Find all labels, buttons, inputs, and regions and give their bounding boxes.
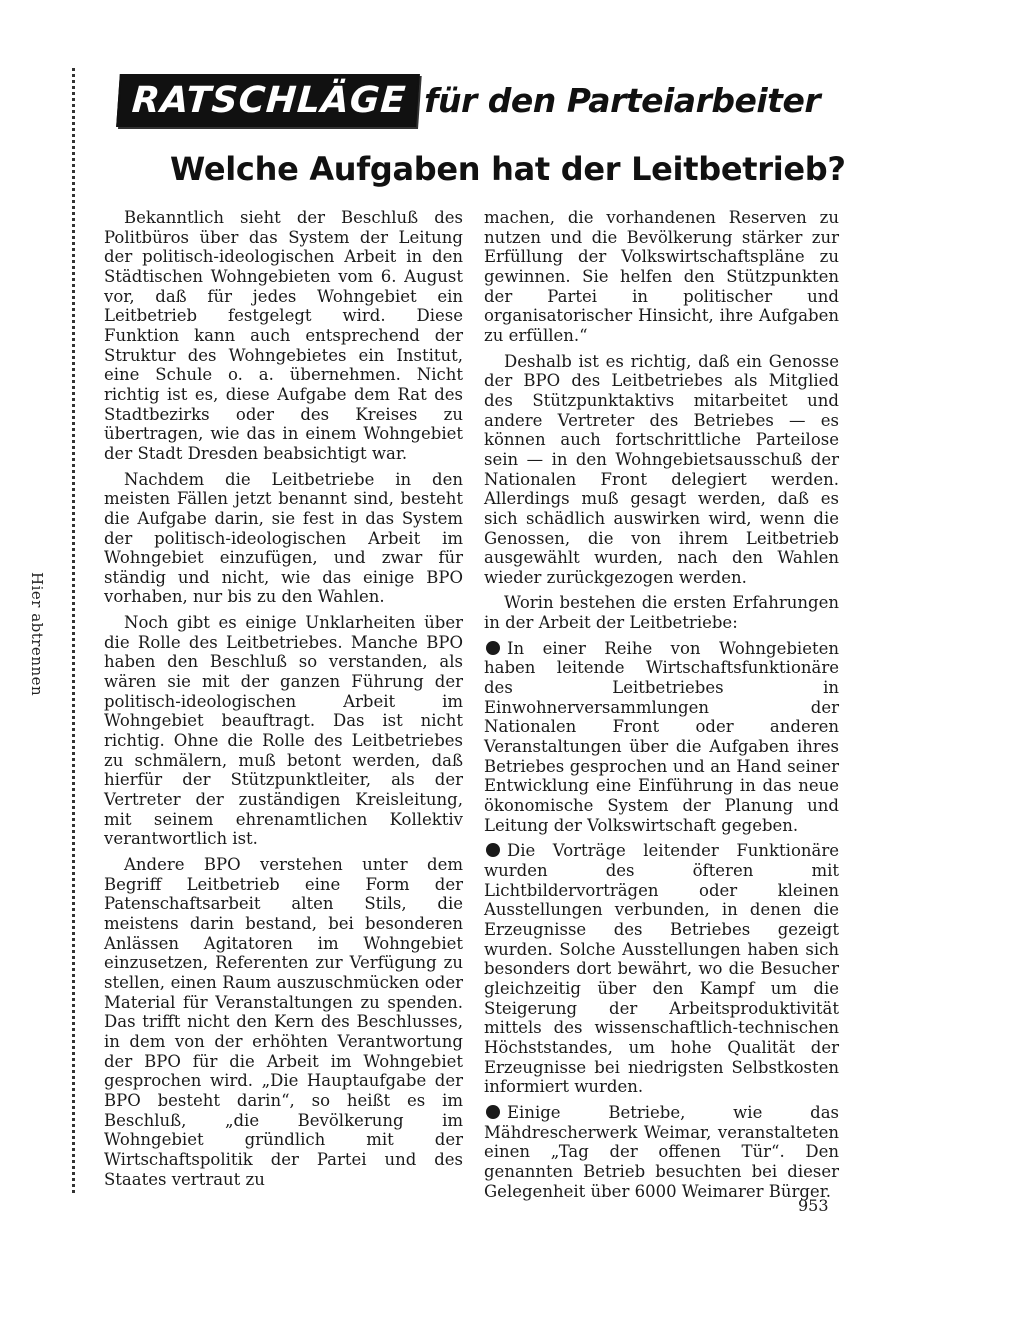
bullet-dot-icon [486, 641, 500, 655]
masthead-subtitle: für den Parteiarbeiter [424, 80, 821, 120]
page-number: 953 [798, 1196, 829, 1215]
column-masthead [118, 74, 820, 126]
bullet-item [484, 1103, 839, 1201]
paragraph: Deshalb ist es richtig, daß ein Genosse der BPO des Leitbetriebes als Mitglied des Stützpunktaktivs mitarbeitet und andere Vertreter des Betriebes — es können auch fortschrittliche Parteilose sein — in den Wohngebietsausschuß der Nationalen Front delegiert werden. Allerdings muß gesagt werden, daß es sich schädlich auswirken wird, wenn die Genossen, die von ihrem Leitbetrieb ausgewählt wurden, nach den Wahlen wieder zurückgezogen werden. [484, 351, 839, 587]
bullet-text: Die Vorträge leitender Funktionäre wurden des öfteren mit Lichtbildervorträgen oder kleinen Ausstellungen verbunden, in denen die Erzeugnisse des Betriebes gezeigt wurden. Solche Ausstellungen haben sich besonders dort bewährt, wo die Besucher gleichzeitig über den Kampf um die Steigerung der Arbeitsproduktivität mittels des wissenschaftlich-technischen Höchststandes, um hohe Qualität der Erzeugnisse bei niedrigsten Selbstkosten informiert wurden. [484, 841, 839, 1097]
paragraph: Noch gibt es einige Unklarheiten über die Rolle des Leitbetriebes. Manche BPO haben den Beschluß so verstanden, als wären sie mit der ganzen Führung der politisch-ideologischen Arbeit im Wohngebiet beauftragt. Das ist nicht richtig. Ohne die Rolle des Leitbetriebes zu schmälern, muß betont werden, daß hierfür der Stützpunktleiter, als der Vertreter der zuständigen Kreisleitung, mit seinem ehrenamtlichen Kollektiv verantwortlich ist. [104, 613, 463, 849]
cut-here-label: Hier abtrennen [28, 572, 46, 697]
cut-here-dotted-line [72, 68, 75, 1193]
paragraph: Bekanntlich sieht der Beschluß des Politbüros über das System der Leitung der politisch-ideologischen Arbeit in den Städtischen Wohngebieten vom 6. August vor, daß für jedes Wohngebiet ein Leitbetrieb festgelegt wird. Diese Funktion kann auch entsprechend der Struktur des Wohngebietes ein Institut, eine Schule o. a. übernehmen. Nicht richtig ist es, diese Aufgabe dem Rat des Stadtbezirks oder des Kreises zu übertragen, wie das in einem Wohngebiet der Stadt Dresden beabsichtigt war. [104, 208, 463, 463]
article-column-left [104, 208, 463, 1195]
article-headline: Welche Aufgaben hat der Leitbetrieb? [170, 150, 846, 188]
bullet-item [484, 639, 839, 836]
bullet-item [484, 841, 839, 1097]
masthead-boxed-word: RATSCHLÄGE [116, 74, 420, 127]
bullet-text: Einige Betriebe, wie das Mähdrescherwerk Weimar, veranstalteten einen „Tag der offenen Tür“. Den genannten Betrieb besuchten bei dieser Gelegenheit über 6000 Weimarer Bürger. [484, 1102, 839, 1201]
paragraph: Andere BPO verstehen unter dem Begriff Leitbetrieb eine Form der Patenschaftsarbeit alten Stils, die meistens darin bestand, bei besonderen Anlässen Agitatoren im Wohngebiet einzusetzen, Referenten zur Verfügung zu stellen, einen Raum auszuschmücken oder Material für Veranstaltungen zu spenden. Das trifft nicht den Kern des Beschlusses, in dem von der erhöhten Verantwortung der BPO für die Arbeit im Wohngebiet gesprochen wird. „Die Hauptaufgabe der BPO besteht darin“, so heißt es im Beschluß, „die Bevölkerung im Wohngebiet gründlich mit der Wirtschaftspolitik der Partei und des Staates vertraut zu [104, 855, 463, 1189]
paragraph: Nachdem die Leitbetriebe in den meisten Fällen jetzt benannt sind, besteht die Aufgabe darin, sie fest in das System der politisch-ideologischen Arbeit im Wohngebiet einzufügen, und zwar für ständig und nicht, wie das einige BPO vorhaben, nur bis zu den Wahlen. [104, 469, 463, 607]
paragraph: Worin bestehen die ersten Erfahrungen in der Arbeit der Leitbetriebe: [484, 593, 839, 633]
bullet-text: In einer Reihe von Wohngebieten haben leitende Wirtschaftsfunktionäre des Leitbetriebes in Einwohnerversammlungen der Nationalen Front oder anderen Veranstaltungen über die Aufgaben ihres Betriebes gesprochen und an Hand seiner Entwicklung eine Einführung in das neue ökonomische System der Planung und Leitung der Volkswirtschaft gegeben. [484, 638, 839, 835]
bullet-dot-icon [486, 843, 500, 857]
paragraph: machen, die vorhandenen Reserven zu nutzen und die Bevölkerung stärker zur Erfüllung der Volkswirtschaftspläne zu gewinnen. Sie helfen den Stützpunkten der Partei in politischer und organisatorischer Hinsicht, ihre Aufgaben zu erfüllen.“ [484, 208, 839, 345]
article-column-right [484, 208, 839, 1207]
bullet-dot-icon [486, 1105, 500, 1119]
